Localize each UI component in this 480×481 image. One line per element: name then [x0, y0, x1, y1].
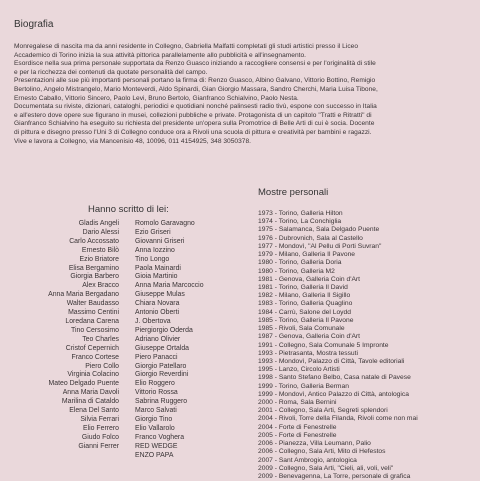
list-item: 2000 - Roma, Sala Bernini: [258, 399, 337, 407]
biografia-text: Monregalese di nascita ma da anni residente in Collegno, Gabriella Malfatti completati gli studi artistici presso il Liceo Accademico di Torino inizia la sua attività pittorica parallelamente allo pubblicità e all'insegnamento. Esordisce nella sua prima personale supportata da Renzo Guasco iniziando a raccogliere consensi e per l'originalità di stile e per la ricchezza dei contenuti da quotate personalità del campo. Presentazioni alle sue più importanti personali portano la firma di: Renzo Guasco, Albino Galvano, Vittorio Bottino, Remigio Bertolino, Angelo Mistrangelo, Mario Monteverdi, Aldo Spinardi, Gian Giorgio Massara, Sandro Cherchi, Maria Luisa Tibone, Ernesto Caballo, Vittorio Sincero, Paolo Levi, Bruno Bertolo, Gianfranco Schialvino, Paolo Nesta. Documentata su riviste, dizionari, cataloghi, periodici e quotidiani nonché palinsesti radio tivù, espone con successo in Italia e all'estero dove opere sue figurano in musei, collezioni pubbliche e private. Protagonista di un capitolo "Tratti e Ritratti" di Gianfranco Schialvino ha eseguito su richiesta del presidente un'opera sulla Promotrice di Belle Arti di cui è socia. Docente di pittura e disegno presso l'Uni 3 di Collegno conduce ora a Rivoli una scuola di pittura e creatività per bambini e ragazzi. Vive e lavora a Collegno, via Mancenisio 48, 10096, 011 4154925, 348 3050378.: [14, 43, 378, 145]
list-item: Piero Collo: [85, 362, 119, 370]
list-item: Franco Voghera: [135, 433, 185, 441]
list-item: 1995 - Lanzo, Circolo Artisti: [258, 366, 340, 374]
list-item: Sabrina Ruggero: [135, 398, 188, 406]
list-item: Carlo Accossato: [69, 237, 119, 245]
list-item: 2005 - Forte di Fenestrelle: [258, 431, 337, 439]
list-item: Giudo Folco: [81, 433, 119, 441]
list-item: Antonio Oberti: [135, 309, 180, 317]
list-item: 1980 - Torino, Galleria M2: [258, 267, 335, 275]
list-item: Franco Cortese: [71, 353, 119, 361]
list-item: 2006 - Collegno, Sala Arti, Mito di Hefestos: [258, 448, 386, 456]
list-item: 1973 - Torino, Galleria Hilton: [258, 210, 343, 217]
list-item: 1999 - Torino, Galleria Berman: [258, 382, 349, 390]
authors-left-column: [30, 220, 119, 452]
list-item: 1980 - Torino, Galleria Doria: [258, 259, 342, 267]
list-item: Anna Maria Davoli: [62, 389, 119, 397]
list-item: Elena Del Santo: [69, 407, 119, 415]
list-item: 1979 - Milano, Galleria Il Pavone: [258, 251, 356, 259]
list-item: Ernesto Bilò: [81, 246, 119, 254]
list-item: 1983 - Torino, Galleria Quaglino: [258, 300, 353, 308]
list-item: Giorgio Reverdini: [135, 371, 189, 379]
list-item: 1999 - Mondovì, Antico Palazzo di Città, antologica: [258, 390, 409, 398]
list-item: Giuseppe Ortalda: [135, 344, 190, 352]
list-item: Ezio Briatore: [79, 255, 119, 263]
list-item: Giuseppe Mulas: [135, 291, 185, 299]
list-item: Tino Longo: [135, 255, 170, 263]
hanno-scritto-title: Hanno scritto di lei:: [88, 204, 169, 215]
biografia-title: Biografia: [14, 19, 54, 30]
list-item: Chiara Novara: [135, 300, 180, 308]
list-item: 1985 - Torino, Galleria Il Pavone: [258, 316, 354, 324]
list-item: Ezio Griseri: [135, 228, 171, 236]
list-item: Mateo Delgado Puente: [48, 380, 119, 388]
list-item: Gladis Angeli: [78, 220, 119, 227]
list-item: 1998 - Santo Stefano Belbo, Casa natale di Pavese: [258, 374, 411, 382]
list-item: Romolo Garavagno: [135, 220, 195, 227]
authors-middle-column: [135, 220, 235, 460]
list-item: Paola Mainardi: [135, 264, 181, 272]
list-item: Dario Alessi: [82, 228, 119, 236]
list-item: ENZO PAPA: [135, 451, 174, 459]
list-item: 2006 - Pianezza, Villa Leumann, Palio: [258, 440, 371, 448]
list-item: Marco Salvati: [135, 407, 177, 415]
list-item: 2004 - Rivoli, Torre della Filanda, Rivoli come non mai: [258, 415, 418, 423]
list-item: J. Obertova: [135, 317, 171, 325]
list-item: Anna Maria Bergadano: [48, 291, 119, 299]
list-item: Anna Iozzino: [135, 246, 175, 254]
list-item: Elisa Bergamino: [68, 264, 119, 272]
list-item: 1981 - Torino, Galleria Il David: [258, 283, 348, 291]
list-item: 2001 - Collegno, Sala Arti, Segreti splendori: [258, 407, 388, 415]
list-item: Tino Cersosimo: [71, 326, 119, 334]
list-item: Gianni Ferrer: [78, 442, 119, 450]
list-item: 1982 - Milano, Galleria Il Sigillo: [258, 292, 351, 300]
list-item: 2004 - Forte di Fenestrelle: [258, 423, 337, 431]
list-item: Anna Maria Marcoccio: [135, 282, 204, 290]
list-item: Gioia Martinio: [135, 273, 178, 281]
list-item: 1991 - Collegno, Sala Comunale 5 Impronte: [258, 341, 389, 349]
list-item: 1976 - Dubrovnich, Sala al Castello: [258, 234, 363, 242]
list-item: Adriano Olivier: [135, 335, 181, 343]
mostre-list: [258, 210, 478, 481]
list-item: Cristof Cepernich: [65, 344, 119, 352]
list-item: Giovanni Griseri: [135, 237, 185, 245]
list-item: Virginia Colacino: [67, 371, 119, 379]
list-item: Vittorio Rossa: [135, 389, 178, 397]
list-item: 1974 - Torino, La Conchiglia: [258, 218, 342, 226]
list-item: Elio Ferrero: [83, 424, 119, 432]
list-item: Silvia Ferrari: [80, 415, 119, 423]
list-item: 2009 - Collegno, Sala Arti, "Cieli, ali, voli, veli": [258, 464, 394, 472]
list-item: Massimo Centini: [68, 309, 119, 317]
list-item: 2009 - Benevagenna, La Torre, personale di grafica: [258, 473, 411, 480]
list-item: Teo Charles: [82, 335, 119, 343]
list-item: 1985 - Rivoli, Sala Comunale: [258, 325, 345, 333]
list-item: 1993 - Pietrasanta, Mostra tessuti: [258, 349, 358, 357]
list-item: Marilina di Cataldo: [61, 398, 119, 406]
list-item: Giorgio Tino: [135, 415, 173, 423]
list-item: 2007 - Sant Ambrogio, antologica: [258, 456, 357, 464]
list-item: Loredana Carena: [65, 317, 119, 325]
list-item: 1987 - Genova, Galleria Coin d'Art: [258, 333, 361, 341]
list-item: Elio Vallarolo: [135, 424, 175, 432]
list-item: 1977 - Mondovì, "Al Pellu di Porti Suvran": [258, 242, 382, 250]
list-item: Piergiorgio Oderda: [135, 326, 193, 334]
list-item: 1975 - Salamanca, Sala Delgado Puente: [258, 226, 380, 234]
list-item: Elio Roggero: [135, 380, 175, 388]
list-item: Walter Baudasso: [66, 300, 119, 308]
mostre-personali-title: Mostre personali: [258, 187, 329, 198]
list-item: RED WEDGE: [135, 442, 178, 450]
list-item: Giorgia Barbero: [70, 273, 119, 281]
list-item: Alex Bracco: [82, 282, 119, 290]
list-item: Giorgio Patellaro: [135, 362, 187, 370]
list-item: 1993 - Mondovì, Palazzo di Città, Tavole editoriali: [258, 357, 405, 365]
list-item: 1984 - Carrù, Salone del Loydd: [258, 308, 351, 316]
list-item: 1981 - Genova, Galleria Coin d'Art: [258, 275, 361, 283]
list-item: Piero Panacci: [135, 353, 178, 361]
